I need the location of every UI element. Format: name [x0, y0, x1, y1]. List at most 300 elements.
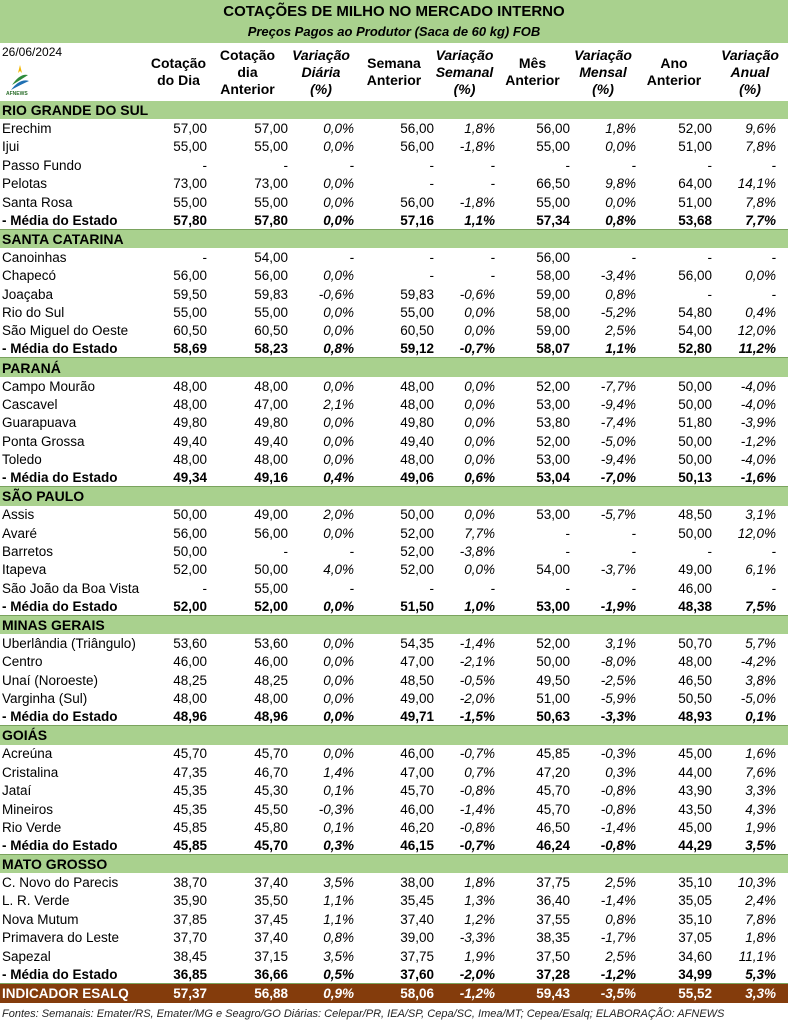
table-row	[0, 690, 788, 708]
cell-value: 48,00	[400, 396, 434, 412]
cell-value: -2,0%	[459, 966, 495, 982]
cell-value: 7,7%	[745, 212, 776, 228]
header-line: Variação	[574, 46, 632, 63]
cell-value: -1,2%	[740, 433, 776, 449]
cell-value: 46,50	[678, 672, 712, 688]
cell-value: 10,3%	[737, 875, 776, 891]
cell-value: 1,1%	[605, 341, 636, 357]
cell-value: 48,00	[400, 378, 434, 394]
cell-value: 46,70	[254, 764, 288, 780]
cell-value: 49,00	[254, 507, 288, 523]
cell-value: 0,7%	[464, 764, 495, 780]
cell-value: 45,00	[678, 819, 712, 835]
cell-value: 1,8%	[605, 121, 636, 137]
cell-value: 55,00	[254, 304, 288, 320]
cell-value: 34,60	[678, 948, 712, 964]
cell-value: 7,7%	[464, 525, 495, 541]
cell-value: 46,20	[400, 819, 434, 835]
row-label: Jataí	[2, 783, 32, 799]
cell-value: 4,0%	[323, 562, 354, 578]
cell-value: 46,00	[400, 801, 434, 817]
cell-value: 2,5%	[605, 323, 636, 339]
afnews-logo-icon	[8, 63, 32, 93]
cell-value: 49,40	[254, 433, 288, 449]
cell-value: 0,0%	[323, 304, 354, 320]
section-header	[0, 855, 788, 873]
cell-value: 0,0%	[323, 268, 354, 284]
cell-value: 56,00	[173, 268, 207, 284]
cell-value: -	[429, 580, 434, 596]
header-line: dia	[237, 63, 258, 80]
cell-value: 55,00	[536, 139, 570, 155]
cell-value: 1,4%	[323, 764, 354, 780]
cell-value: 7,5%	[745, 598, 776, 614]
cell-value: -	[202, 157, 207, 173]
logo-text: AFNEWS	[6, 91, 28, 97]
cell-value: 35,45	[400, 893, 434, 909]
cell-value: 54,00	[678, 323, 712, 339]
cell-value: -	[771, 544, 776, 560]
table-row	[0, 248, 788, 266]
cell-value: 56,00	[400, 139, 434, 155]
cell-value: 48,00	[173, 452, 207, 468]
row-label: Sapezal	[2, 948, 51, 964]
cell-value: -2,5%	[600, 672, 636, 688]
cell-value: -4,0%	[740, 378, 776, 394]
cell-value: -	[349, 544, 354, 560]
cell-value: 1,1%	[323, 911, 354, 927]
table-row	[0, 763, 788, 781]
cell-value: -0,3%	[318, 801, 354, 817]
cell-value: 3,5%	[323, 875, 354, 891]
cell-value: 37,70	[173, 930, 207, 946]
cell-value: -	[349, 249, 354, 265]
table-row	[0, 138, 788, 156]
cell-value: 49,06	[400, 470, 434, 485]
cell-value: 52,00	[400, 525, 434, 541]
cell-value: 0,8%	[605, 911, 636, 927]
cell-value: 37,15	[254, 948, 288, 964]
cell-value: 45,70	[536, 801, 570, 817]
cell-value: 0,1%	[323, 819, 354, 835]
table-row	[0, 322, 788, 340]
cell-value: -1,4%	[459, 636, 495, 652]
cell-value: -0,3%	[600, 746, 636, 762]
cell-value: 48,96	[254, 709, 288, 725]
cell-value: 51,00	[678, 194, 712, 210]
cell-value: 55,00	[173, 194, 207, 210]
section-name: RIO GRANDE DO SUL	[2, 102, 149, 119]
cell-value: 58,23	[254, 341, 288, 357]
cell-value: 50,00	[678, 396, 712, 412]
cell-value: 37,75	[400, 948, 434, 964]
cell-value: 1,2%	[464, 911, 495, 927]
cell-value: -0,8%	[459, 819, 495, 835]
cell-value: -	[631, 157, 636, 173]
cell-value: -1,6%	[740, 470, 776, 485]
row-label: Mineiros	[2, 801, 54, 817]
cell-value: 0,0%	[323, 691, 354, 707]
cell-value: 55,00	[173, 304, 207, 320]
cell-value: 46,50	[536, 819, 570, 835]
cell-value: 0,0%	[323, 433, 354, 449]
cell-value: -3,9%	[740, 415, 776, 431]
cell-value: 47,20	[536, 764, 570, 780]
cell-value: -	[283, 544, 288, 560]
cell-value: 2,0%	[323, 507, 354, 523]
cell-value: 9,8%	[605, 176, 636, 192]
cell-value: 35,10	[678, 875, 712, 891]
table-row	[0, 634, 788, 652]
cell-value: 55,00	[254, 139, 288, 155]
cell-value: 3,1%	[605, 636, 636, 652]
row-label: Barretos	[2, 544, 54, 560]
row-label: Assis	[2, 507, 35, 523]
cell-value: 53,80	[536, 415, 570, 431]
cell-value: 0,8%	[323, 341, 354, 357]
cell-value: 50,13	[678, 470, 712, 485]
state-average-row	[0, 598, 788, 616]
cell-value: -	[771, 249, 776, 265]
cell-value: -0,6%	[318, 286, 354, 302]
cell-value: -	[565, 544, 570, 560]
cell-value: -1,8%	[459, 139, 495, 155]
cell-value: -	[707, 286, 712, 302]
cell-value: -1,4%	[600, 893, 636, 909]
cell-value: 57,00	[254, 121, 288, 137]
cell-value: 0,8%	[605, 212, 636, 228]
quotes-table	[0, 101, 788, 1003]
row-label: Acreúna	[2, 746, 53, 762]
cell-value: 0,0%	[464, 452, 495, 468]
cell-value: -	[490, 249, 495, 265]
cell-value: -3,4%	[600, 268, 636, 284]
cell-value: 51,50	[400, 598, 434, 614]
cell-value: 1,1%	[464, 212, 495, 228]
cell-value: 2,5%	[605, 948, 636, 964]
footer-sources: Fontes: Semanais: Emater/RS, Emater/MG e Seagro/GO Diárias: Celepar/PR, IEA/SP, Cepa/SC, Imea/MT; Cepea/Esalq; ELABORAÇÃO: AFNEWS	[2, 1008, 725, 1020]
cell-value: 12,0%	[737, 323, 776, 339]
cell-value: 7,8%	[745, 139, 776, 155]
cell-value: 47,00	[400, 654, 434, 670]
cell-value: 59,83	[400, 286, 434, 302]
table-row	[0, 377, 788, 395]
row-label: São João da Boa Vista	[2, 580, 140, 596]
cell-value: 57,34	[536, 212, 570, 228]
cell-value: 48,96	[173, 709, 207, 725]
cell-value: 56,00	[400, 121, 434, 137]
cell-value: 37,40	[254, 930, 288, 946]
cell-value: 50,00	[678, 378, 712, 394]
cell-value: -1,2%	[459, 985, 495, 1001]
cell-value: 37,75	[536, 875, 570, 891]
header-line: Diária	[301, 63, 341, 80]
table-row	[0, 414, 788, 432]
cell-value: 1,1%	[323, 893, 354, 909]
cell-value: -1,5%	[459, 709, 495, 725]
header-cotacao-dia	[150, 44, 207, 100]
cell-value: 0,0%	[745, 268, 776, 284]
cell-value: -	[707, 157, 712, 173]
cell-value: 49,71	[400, 709, 434, 725]
cell-value: 56,00	[173, 525, 207, 541]
table-row	[0, 745, 788, 763]
table-row	[0, 506, 788, 524]
cell-value: 0,0%	[464, 507, 495, 523]
cell-value: 48,00	[173, 691, 207, 707]
cell-value: 52,00	[678, 121, 712, 137]
cell-value: 52,00	[536, 378, 570, 394]
cell-value: 0,0%	[323, 525, 354, 541]
cell-value: 48,00	[254, 452, 288, 468]
cell-value: 3,8%	[745, 672, 776, 688]
cell-value: 37,50	[536, 948, 570, 964]
cell-value: -7,7%	[600, 378, 636, 394]
cell-value: 48,25	[173, 672, 207, 688]
cell-value: 49,50	[536, 672, 570, 688]
cell-value: 0,0%	[605, 139, 636, 155]
row-label: Joaçaba	[2, 286, 54, 302]
cell-value: 0,1%	[745, 709, 776, 725]
cell-value: 46,15	[400, 837, 434, 853]
cell-value: 46,00	[678, 580, 712, 596]
row-label: - Média do Estado	[2, 966, 118, 982]
cell-value: 52,00	[400, 544, 434, 560]
cell-value: 14,1%	[737, 176, 776, 192]
cell-value: -	[429, 268, 434, 284]
cell-value: 48,93	[678, 709, 712, 725]
cell-value: 7,8%	[745, 194, 776, 210]
cell-value: 0,0%	[323, 452, 354, 468]
cell-value: 1,8%	[745, 930, 776, 946]
cell-value: 49,80	[254, 415, 288, 431]
cell-value: -	[429, 176, 434, 192]
cell-value: -1,4%	[600, 819, 636, 835]
section-header	[0, 230, 788, 248]
cell-value: 49,80	[400, 415, 434, 431]
table-row	[0, 175, 788, 193]
cell-value: 52,00	[400, 562, 434, 578]
section-header	[0, 487, 788, 505]
cell-value: 54,00	[254, 249, 288, 265]
cell-value: 64,00	[678, 176, 712, 192]
cell-value: 1,8%	[464, 875, 495, 891]
cell-value: -5,7%	[600, 507, 636, 523]
state-average-row	[0, 340, 788, 358]
header-line: Variação	[435, 46, 494, 63]
table-row	[0, 947, 788, 965]
cell-value: 55,52	[678, 985, 712, 1001]
cell-value: 55,00	[254, 194, 288, 210]
cell-value: 56,00	[254, 525, 288, 541]
cell-value: 66,50	[536, 176, 570, 192]
row-label: Unaí (Noroeste)	[2, 672, 99, 688]
cell-value: 45,80	[254, 819, 288, 835]
cell-value: 58,00	[536, 268, 570, 284]
header-var-semanal	[434, 44, 495, 100]
cell-value: -	[490, 268, 495, 284]
table-row	[0, 910, 788, 928]
cell-value: 54,80	[678, 304, 712, 320]
cell-value: 45,50	[254, 801, 288, 817]
cell-value: -1,8%	[459, 194, 495, 210]
cell-value: 56,00	[400, 194, 434, 210]
row-label: - Média do Estado	[2, 212, 118, 228]
cell-value: 73,00	[173, 176, 207, 192]
cell-value: 59,00	[536, 323, 570, 339]
cell-value: 55,00	[254, 580, 288, 596]
header-line: Anterior	[220, 80, 275, 97]
cell-value: -0,6%	[459, 286, 495, 302]
cell-value: 53,00	[536, 507, 570, 523]
cell-value: 36,66	[254, 966, 288, 982]
cell-value: -	[202, 249, 207, 265]
table-row	[0, 395, 788, 413]
cell-value: 12,0%	[737, 525, 776, 541]
cell-value: -0,7%	[459, 837, 495, 853]
section-header	[0, 726, 788, 744]
cell-value: 55,00	[400, 304, 434, 320]
cell-value: 0,0%	[464, 378, 495, 394]
table-row	[0, 929, 788, 947]
cell-value: 57,16	[400, 212, 434, 228]
cell-value: 48,50	[678, 507, 712, 523]
cell-value: 39,00	[400, 930, 434, 946]
row-label: Avaré	[2, 525, 38, 541]
row-label: - Média do Estado	[2, 341, 118, 357]
cell-value: 47,00	[400, 764, 434, 780]
header-line: Anterior	[646, 72, 702, 88]
section-name: GOIÁS	[2, 727, 48, 744]
cell-value: -	[349, 157, 354, 173]
cell-value: -5,2%	[600, 304, 636, 320]
cell-value: 37,55	[536, 911, 570, 927]
cell-value: 59,12	[400, 341, 434, 357]
cell-value: 45,70	[536, 783, 570, 799]
cell-value: 49,34	[173, 470, 207, 485]
cell-value: 1,9%	[745, 819, 776, 835]
cell-value: 0,4%	[323, 470, 354, 485]
cell-value: 57,00	[173, 121, 207, 137]
row-label: Uberlândia (Triângulo)	[2, 636, 136, 652]
title-subtitle: Preços Pagos ao Produtor (Saca de 60 kg) FOB	[247, 24, 541, 39]
cell-value: 0,0%	[323, 598, 354, 614]
cell-value: 52,00	[536, 433, 570, 449]
cell-value: 0,0%	[464, 396, 495, 412]
cell-value: -0,5%	[459, 672, 495, 688]
cell-value: 58,69	[173, 341, 207, 357]
state-average-row	[0, 965, 788, 983]
cell-value: 50,63	[536, 709, 570, 725]
cell-value: 56,00	[536, 121, 570, 137]
cell-value: 48,38	[678, 598, 712, 614]
cell-value: 1,8%	[464, 121, 495, 137]
table-row	[0, 818, 788, 836]
esalq-indicator-row	[0, 984, 788, 1003]
cell-value: 52,00	[254, 598, 288, 614]
cell-value: 52,00	[536, 636, 570, 652]
cell-value: 5,3%	[745, 966, 776, 982]
cell-value: 53,04	[536, 470, 570, 485]
cell-value: -0,8%	[600, 783, 636, 799]
section-name: SANTA CATARINA	[2, 230, 124, 247]
cell-value: 0,0%	[323, 709, 354, 725]
cell-value: 46,00	[400, 746, 434, 762]
cell-value: 56,00	[536, 249, 570, 265]
cell-value: 38,70	[173, 875, 207, 891]
header-ano-anterior	[636, 44, 712, 100]
cell-value: 53,00	[536, 598, 570, 614]
header-line: Variação	[721, 46, 779, 63]
table-row	[0, 156, 788, 174]
cell-value: 2,4%	[745, 893, 776, 909]
cell-value: 48,00	[173, 378, 207, 394]
cell-value: 51,00	[536, 691, 570, 707]
section-name: MATO GROSSO	[2, 856, 108, 873]
table-row	[0, 285, 788, 303]
cell-value: 46,00	[254, 654, 288, 670]
table-row	[0, 267, 788, 285]
cell-value: -5,0%	[740, 691, 776, 707]
cell-value: 45,70	[254, 746, 288, 762]
cell-value: -1,2%	[600, 966, 636, 982]
cell-value: -7,0%	[600, 470, 636, 485]
cell-value: 35,10	[678, 911, 712, 927]
table-row	[0, 781, 788, 799]
row-label: Guarapuava	[2, 415, 77, 431]
section-header	[0, 616, 788, 634]
cell-value: 48,00	[173, 396, 207, 412]
table-row	[0, 119, 788, 137]
cell-value: 7,8%	[745, 911, 776, 927]
cell-value: 53,00	[536, 396, 570, 412]
cell-value: 0,3%	[323, 837, 354, 853]
cell-value: -9,4%	[600, 452, 636, 468]
cell-value: 0,3%	[605, 764, 636, 780]
table-row	[0, 450, 788, 468]
cell-value: 49,40	[173, 433, 207, 449]
cell-value: -	[429, 249, 434, 265]
cell-value: 48,25	[254, 672, 288, 688]
section-name: MINAS GERAIS	[2, 617, 105, 634]
cell-value: 5,7%	[745, 636, 776, 652]
title-main: COTAÇÕES DE MILHO NO MERCADO INTERNO	[223, 3, 565, 20]
cell-value: 58,07	[536, 341, 570, 357]
cell-value: 11,1%	[738, 948, 776, 964]
cell-value: 50,00	[254, 562, 288, 578]
row-label: Rio Verde	[2, 819, 62, 835]
cell-value: 53,60	[254, 636, 288, 652]
header-line: (%)	[310, 80, 332, 97]
cell-value: 11,2%	[738, 341, 776, 357]
cell-value: 50,00	[173, 544, 207, 560]
cell-value: 38,00	[400, 875, 434, 891]
cell-value: 0,0%	[464, 415, 495, 431]
cell-value: 3,1%	[745, 507, 776, 523]
cell-value: 37,60	[400, 966, 434, 982]
cell-value: 0,6%	[464, 470, 495, 485]
cell-value: 35,90	[173, 893, 207, 909]
cell-value: 46,24	[536, 837, 570, 853]
header-line: Anual	[730, 63, 770, 80]
state-average-row	[0, 469, 788, 487]
row-label: Varginha (Sul)	[2, 691, 88, 707]
state-average-row	[0, 837, 788, 855]
row-label: Ponta Grossa	[2, 433, 85, 449]
header-var-diaria	[288, 44, 354, 100]
table-row	[0, 303, 788, 321]
cell-value: 1,3%	[464, 893, 495, 909]
